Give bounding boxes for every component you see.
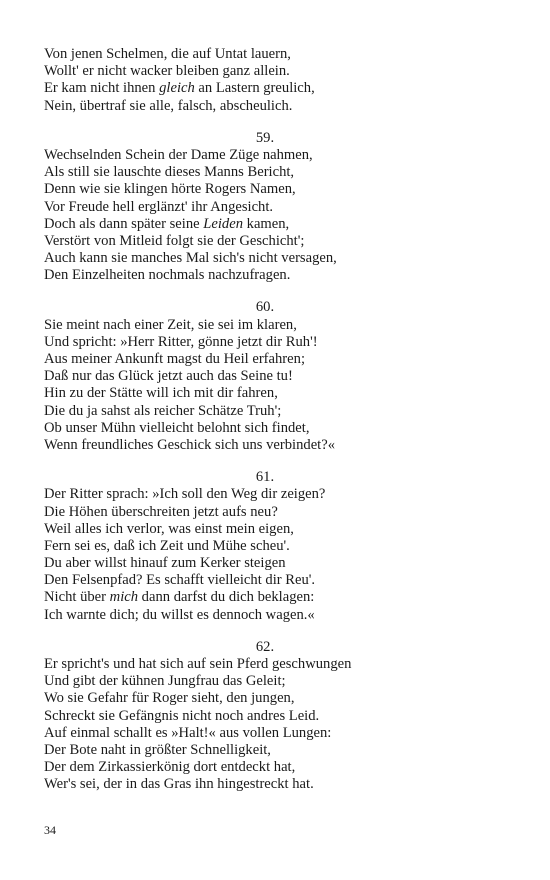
verse-line <box>44 572 484 589</box>
verse-line <box>44 607 484 624</box>
verse-text: Und spricht: »Herr Ritter, gönne jetzt dir Ruh'! <box>44 333 318 350</box>
verse-line <box>44 63 484 80</box>
verse-text: Verstört von Mitleid folgt sie der Geschicht'; <box>44 232 305 249</box>
verse-text: Er spricht's und hat sich auf sein Pferd geschwungen <box>44 656 352 672</box>
italic-word: gleich <box>159 80 195 97</box>
verse-text: Denn wie sie klingen hörte Rogers Namen, <box>44 181 296 198</box>
verse-text: kamen, <box>243 215 290 232</box>
verse-line <box>44 486 484 503</box>
verse-line <box>44 673 484 690</box>
stanza-gap <box>44 624 484 639</box>
verse-line <box>44 538 484 555</box>
verse-text: Doch als dann später seine <box>44 215 204 232</box>
poem-page <box>44 46 484 794</box>
verse-line <box>44 199 484 216</box>
verse-line <box>44 589 484 606</box>
verse-text: Ob unser Mühn vielleicht belohnt sich findet, <box>44 419 310 436</box>
verse-text: Wer's sei, der in das Gras ihn hingestreckt hat. <box>44 776 314 793</box>
verse-text: Ich warnte dich; du willst es dennoch wagen.« <box>44 606 315 623</box>
verse-line <box>44 164 484 181</box>
verse-line <box>44 742 484 759</box>
verse-text: Daß nur das Glück jetzt auch das Seine tu! <box>44 368 293 385</box>
stanza <box>44 130 484 285</box>
stanza-number: 62. <box>255 638 275 655</box>
stanza-gap <box>44 115 484 130</box>
verse-line <box>44 437 484 454</box>
stanza <box>44 299 484 454</box>
verse-text: Als still sie lauschte dieses Manns Bericht, <box>44 164 295 181</box>
verse-text: Die du ja sahst als reicher Schätze Truh'; <box>44 402 282 419</box>
stanza-gap <box>44 454 484 469</box>
verse-text: Schreckt sie Gefängnis nicht noch andres Leid. <box>44 707 320 724</box>
verse-text: Der dem Zirkassierkönig dort entdeckt hat, <box>44 759 296 776</box>
verse-line <box>44 690 484 707</box>
verse-text: Aus meiner Ankunft magst du Heil erfahren; <box>44 351 305 367</box>
verse-line <box>44 725 484 742</box>
verse-line <box>44 46 484 63</box>
verse-line <box>44 708 484 725</box>
verse-text: Sie meint nach einer Zeit, sie sei im klaren, <box>44 316 297 333</box>
verse-line <box>44 759 484 776</box>
page-number: 34 <box>44 823 56 837</box>
verse-text: Der Bote naht in größter Schnelligkeit, <box>44 741 271 758</box>
verse-line <box>44 250 484 267</box>
verse-line <box>44 521 484 538</box>
verse-line <box>44 267 484 284</box>
verse-line <box>44 555 484 572</box>
verse-text: Den Felsenpfad? Es schafft vielleicht dir Reu'. <box>44 572 316 589</box>
stanza <box>44 46 484 115</box>
verse-text: Nicht über <box>44 589 110 606</box>
verse-line <box>44 776 484 793</box>
verse-text: Wollt' er nicht wacker bleiben ganz allein. <box>44 63 290 80</box>
verse-line <box>44 317 484 334</box>
verse-text: Wo sie Gefahr für Roger sieht, den jungen, <box>44 690 295 707</box>
verse-line <box>44 147 484 164</box>
stanza-gap <box>44 284 484 299</box>
verse-text: Wenn freundliches Geschick sich uns verbindet?« <box>44 436 336 453</box>
verse-text: Weil alles ich verlor, was einst mein eigen, <box>44 520 294 537</box>
verse-text: Die Höhen überschreiten jetzt aufs neu? <box>44 503 278 520</box>
verse-line <box>44 181 484 198</box>
verse-line <box>44 334 484 351</box>
verse-line <box>44 656 484 673</box>
italic-word: Leiden <box>203 215 243 232</box>
verse-text: Vor Freude hell erglänzt' ihr Angesicht. <box>44 198 274 215</box>
verse-text: Von jenen Schelmen, die auf Untat lauern, <box>44 46 291 62</box>
verse-line <box>44 233 484 250</box>
verse-line <box>44 80 484 97</box>
verse-line <box>44 504 484 521</box>
verse-text: an Lastern greulich, <box>194 80 315 97</box>
verse-line <box>44 385 484 402</box>
verse-line <box>44 98 484 115</box>
stanza-number: 61. <box>255 469 275 486</box>
stanza-number: 59. <box>255 129 275 146</box>
verse-text: Auf einmal schallt es »Halt!« aus vollen Lungen: <box>44 724 332 741</box>
stanza <box>44 639 484 794</box>
verse-text: Du aber willst hinauf zum Kerker steigen <box>44 555 286 572</box>
verse-text: Und gibt der kühnen Jungfrau das Geleit; <box>44 673 286 690</box>
verse-line <box>44 216 484 233</box>
verse-text: Auch kann sie manches Mal sich's nicht versagen, <box>44 250 337 267</box>
verse-text: Wechselnden Schein der Dame Züge nahmen, <box>44 146 313 163</box>
verse-line <box>44 403 484 420</box>
verse-text: Hin zu der Stätte will ich mit dir fahren, <box>44 385 278 402</box>
verse-text: Der Ritter sprach: »Ich soll den Weg dir zeigen? <box>44 486 326 503</box>
verse-line <box>44 420 484 437</box>
stanza-number: 60. <box>255 299 275 316</box>
verse-line <box>44 368 484 385</box>
verse-text: Fern sei es, daß ich Zeit und Mühe scheu'. <box>44 537 290 554</box>
verse-text: Den Einzelheiten nochmals nachzufragen. <box>44 267 291 284</box>
verse-line <box>44 351 484 368</box>
stanza <box>44 469 484 624</box>
italic-word: mich <box>109 589 139 606</box>
verse-text: Nein, übertraf sie alle, falsch, abscheulich. <box>44 97 293 114</box>
verse-text: dann darfst du dich beklagen: <box>138 589 315 606</box>
verse-text: Er kam nicht ihnen <box>44 80 160 97</box>
